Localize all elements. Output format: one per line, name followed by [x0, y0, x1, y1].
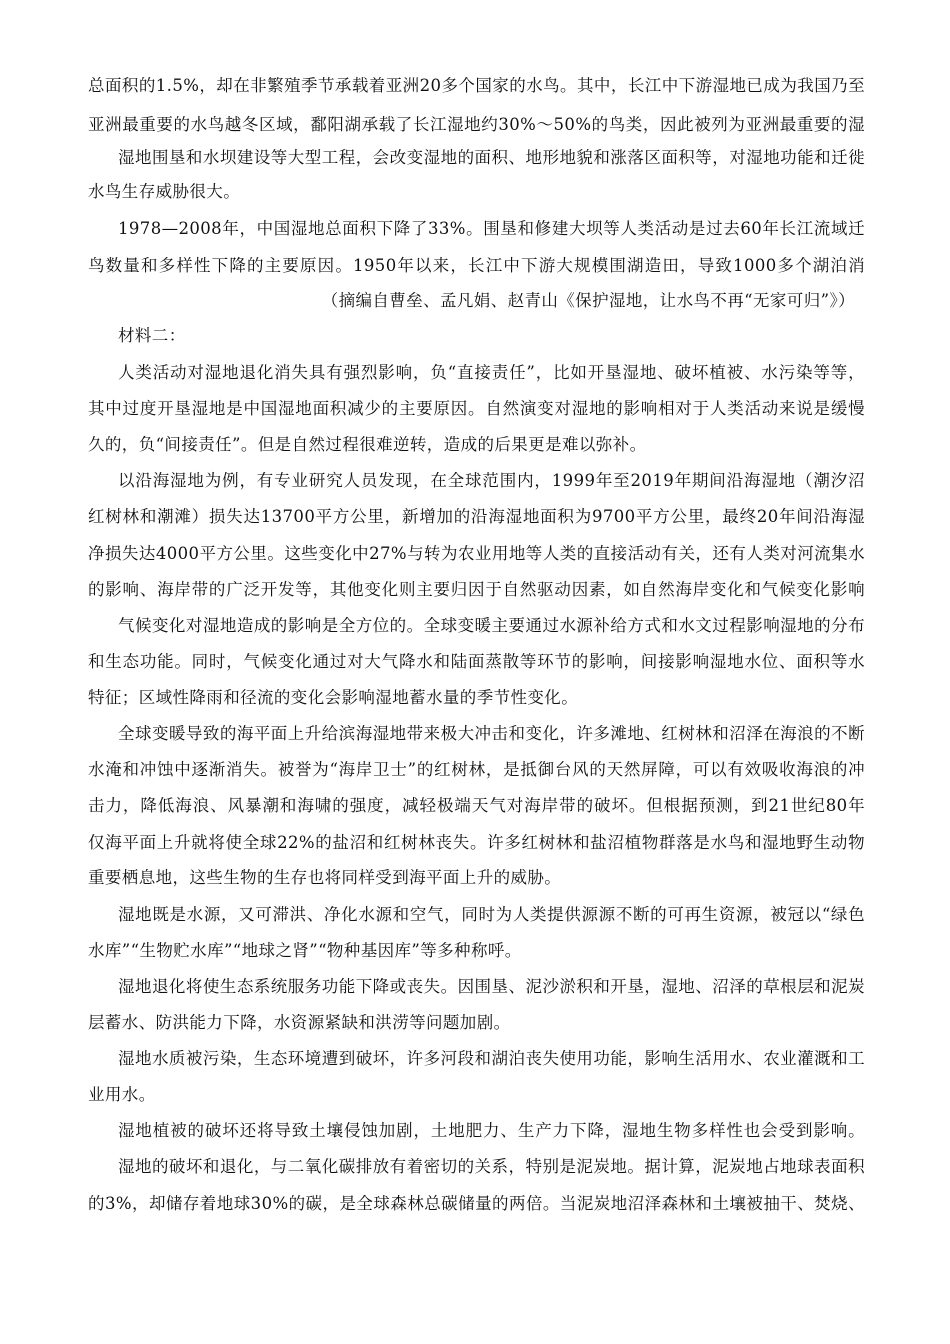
paragraph-line: 1978—2008年，中国湿地总面积下降了33%。围垦和修建大坝等人类活动是过去60年长江流域迁 — [118, 219, 865, 238]
paragraph-line: 湿地退化将使生态系统服务功能下降或丧失。因围垦、泥沙淤积和开垦，湿地、沼泽的草根层和泥炭 — [118, 977, 865, 996]
paragraph-line: 湿地植被的破坏还将导致土壤侵蚀加剧，土地肥力、生产力下降，湿地生物多样性也会受到影响。 — [118, 1121, 865, 1140]
paragraph-line: 其中过度开垦湿地是中国湿地面积减少的主要原因。自然演变对湿地的影响相对于人类活动来说是缓慢 — [88, 399, 865, 418]
paragraph-line: 仅海平面上升就将使全球22%的盐沼和红树林丧失。许多红树林和盐沼植物群落是水鸟和湿地野生动物 — [88, 833, 865, 852]
paragraph-line: 层蓄水、防洪能力下降，水资源紧缺和洪涝等问题加剧。 — [88, 1013, 511, 1032]
paragraph-line: 水库”“生物贮水库”“地球之肾”“物种基因库”等多种称呼。 — [88, 941, 522, 960]
paragraph-line: 和生态功能。同时，气候变化通过对大气降水和陆面蒸散等环节的影响，间接影响湿地水位、面积等水 — [88, 652, 865, 671]
paragraph-line: 的3%，却储存着地球30%的碳，是全球森林总碳储量的两倍。当泥炭地沼泽森林和土壤被抽干、焚烧、 — [88, 1194, 865, 1213]
paragraph-line: 湿地的破坏和退化，与二氧化碳排放有着密切的关系，特别是泥炭地。据计算，泥炭地占地球表面积 — [118, 1157, 865, 1176]
paragraph-line: 净损失达4000平方公里。这些变化中27%与转为农业用地等人类的直接活动有关，还有人类对河流集水 — [88, 544, 865, 563]
paragraph-line: 水淹和冲蚀中逐渐消失。被誉为“海岸卫士”的红树林，是抵御台风的天然屏障，可以有效吸收海浪的冲 — [88, 760, 865, 779]
paragraph-line: 重要栖息地，这些生物的生存也将同样受到海平面上升的威胁。 — [88, 868, 562, 887]
paragraph-line: 全球变暖导致的海平面上升给滨海湿地带来极大冲击和变化，许多滩地、红树林和沼泽在海浪的不断 — [118, 724, 865, 743]
paragraph-line: 亚洲最重要的水鸟越冬区域，鄱阳湖承载了长江湿地约30%～50%的鸟类，因此被列为亚洲最重要的湿 — [88, 115, 865, 134]
paragraph-line: 红树林和潮滩）损失达13700平方公里，新增加的沿海湿地面积为9700平方公里，最终20年间沿海湿 — [88, 507, 865, 526]
paragraph-line: 湿地既是水源，又可滞洪、净化水源和空气，同时为人类提供源源不断的可再生资源，被冠以“绿色 — [118, 905, 865, 924]
paragraph-line: 以沿海湿地为例，有专业研究人员发现，在全球范围内，1999年至2019年期间沿海湿地（潮汐沼 — [118, 471, 865, 490]
paragraph-line: 湿地水质被污染，生态环境遭到破坏，许多河段和湖泊丧失使用功能，影响生活用水、农业灌溉和工 — [118, 1049, 865, 1068]
paragraph-line: 湿地围垦和水坝建设等大型工程，会改变湿地的面积、地形地貌和涨落区面积等，对湿地功能和迁徙 — [118, 148, 865, 167]
paragraph-line: 击力，降低海浪、风暴潮和海啸的强度，减轻极端天气对海岸带的破坏。但根据预测，到21世纪80年 — [88, 796, 865, 815]
citation-line: （摘编自曹垒、孟凡娟、赵青山《保护湿地，让水鸟不再“无家可归”》） — [321, 291, 855, 310]
section-heading: 材料二： — [118, 326, 186, 345]
paragraph-line: 的影响、海岸带的广泛开发等，其他变化则主要归因于自然驱动因素，如自然海岸变化和气候变化影响 — [88, 580, 865, 599]
paragraph-line: 业用水。 — [88, 1085, 156, 1104]
paragraph-line: 水鸟生存威胁很大。 — [88, 182, 241, 201]
paragraph-line: 鸟数量和多样性下降的主要原因。1950年以来，长江中下游大规模围湖造田，导致1000多个湖泊消 — [88, 256, 865, 275]
paragraph-line: 人类活动对湿地退化消失具有强烈影响，负“直接责任”，比如开垦湿地、破坏植被、水污染等等， — [118, 363, 865, 382]
paragraph-line: 特征；区域性降雨和径流的变化会影响湿地蓄水量的季节性变化。 — [88, 688, 579, 707]
paragraph-line: 总面积的1.5%，却在非繁殖季节承载着亚洲20多个国家的水鸟。其中，长江中下游湿地已成为我国乃至 — [88, 76, 865, 95]
paragraph-line: 气候变化对湿地造成的影响是全方位的。全球变暖主要通过水源补给方式和水文过程影响湿地的分布 — [118, 616, 865, 635]
paragraph-line: 久的，负“间接责任”。但是自然过程很难逆转，造成的后果更是难以弥补。 — [88, 435, 647, 454]
